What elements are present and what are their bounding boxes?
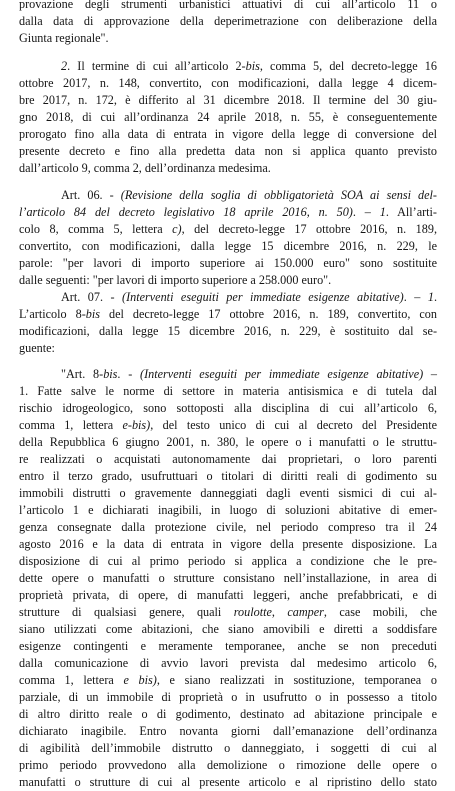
text-line xyxy=(19,340,437,357)
text-line xyxy=(19,221,437,238)
text-run: , del decreto-legge 17 ottobre 2016, n. 189, xyxy=(181,222,437,236)
text-run: guente: xyxy=(19,341,55,355)
text-run: entro il terzo grado, usufruttuari o titolari di diritti reali di godimento su xyxy=(19,469,437,483)
text-line xyxy=(61,58,437,75)
text-line xyxy=(19,92,437,109)
text-line xyxy=(19,655,437,672)
text-line xyxy=(19,204,437,221)
text-run: . All’arti- xyxy=(385,205,437,219)
text-line xyxy=(19,689,437,706)
text-line xyxy=(19,109,437,126)
text-run: "Art. 8- xyxy=(61,367,104,381)
text-run: modificazioni, dalla legge 15 dicembre 2016, n. 229, è sostituito dal se- xyxy=(19,324,437,338)
text-run: gno 2018, di cui all’ordinanza 24 aprile 2018, n. 55, è conseguentemente xyxy=(19,110,437,124)
text-line xyxy=(19,323,437,340)
text-run: comma 1, lettera xyxy=(19,673,124,687)
text-run: . - xyxy=(117,367,141,381)
text-run: comma 1, lettera xyxy=(19,418,123,432)
text-line xyxy=(19,587,437,604)
text-line xyxy=(19,0,437,13)
text-line xyxy=(19,400,437,417)
text-run: esigenze contingenti e meramente temporanee, anche se non preceduti xyxy=(19,639,437,653)
text-line xyxy=(19,306,437,323)
text-line xyxy=(19,604,437,621)
text-run: – xyxy=(423,367,438,381)
text-line xyxy=(19,255,437,272)
italic-text: bis xyxy=(103,367,118,381)
text-run: , xyxy=(271,605,288,619)
text-run: Art. 06. - xyxy=(61,188,121,202)
text-run: siano utilizzati come abitazioni, che siano amovibili e diretti a soddisfare xyxy=(19,622,437,636)
text-run: di agibilità dell’immobile distrutto o danneggiato, i soggetti di cui al xyxy=(19,741,437,755)
italic-text: e bis) xyxy=(123,673,157,687)
text-line xyxy=(19,740,437,757)
text-line xyxy=(19,238,437,255)
text-run: l’articolo 1 e dichiarati inagibili, in luogo di soluzioni abitative di emer- xyxy=(19,503,437,517)
text-run: Art. 07. - xyxy=(61,290,123,304)
text-run: manufatti o strutture di cui al presente articolo e al ripristino dello stato xyxy=(19,775,437,789)
text-line xyxy=(61,187,437,204)
text-run: . xyxy=(433,290,437,304)
text-run: presente decreto e fino alla predetta data non si applica quanto previsto xyxy=(19,144,437,158)
text-run: bre 2017, n. 172, è differito al 31 dicembre 2018. Il termine del 30 giu- xyxy=(19,93,437,107)
text-run: agosto 2016 e la data di entrata in vigore della presente disposizione. La xyxy=(19,537,437,551)
text-run: rischio idrogeologico, sono sottoposti alla disciplina di cui all’articolo 6, xyxy=(19,401,437,415)
text-run: dichiarato inagibile. Entro novanta giorni dall’emanazione dell’ordinanza xyxy=(19,724,437,738)
text-line xyxy=(19,13,437,30)
text-run: dette opere o manufatti o strutture consistano nell’installazione, in area di xyxy=(19,571,437,585)
text-run: Giunta regionale". xyxy=(19,31,109,45)
text-run: 1. Fatte salve le norme di settore in materia antisismica e di tutela dal xyxy=(19,384,437,398)
text-line xyxy=(19,485,437,502)
text-run: , del testo unico di cui al decreto del Presidente xyxy=(150,418,437,432)
text-line xyxy=(19,536,437,553)
text-line xyxy=(61,289,437,306)
text-run: colo 8, comma 5, lettera xyxy=(19,222,173,236)
text-run: immobili distrutti o gravemente danneggiati dagli eventi sismici di cui al- xyxy=(19,486,437,500)
italic-text: c) xyxy=(172,222,182,236)
text-run: genza consegnate dalla protezione civile, nel periodo compreso tra il 24 xyxy=(19,520,437,534)
text-run: primo periodo provvedono alla demolizione o rimozione delle opere o xyxy=(19,758,437,772)
italic-text: bis xyxy=(85,307,101,321)
text-run: parziale, di un immobile di proprietà o in usufrutto o in possesso a titolo xyxy=(19,690,437,704)
text-line xyxy=(19,272,437,289)
text-line xyxy=(19,553,437,570)
text-line xyxy=(19,621,437,638)
text-line xyxy=(19,468,437,485)
text-run: parole: "per lavori di importo superiore ai 150.000 euro" sono sostituite xyxy=(19,256,437,270)
italic-text: 2 xyxy=(61,59,68,73)
italic-text: bis xyxy=(245,59,260,73)
italic-text: camper xyxy=(287,605,324,619)
text-run: del decreto-legge 17 ottobre 2016, n. 189, convertito, con xyxy=(100,307,437,321)
italic-text: (Interventi eseguiti per immediate esigenze abitative) xyxy=(122,290,404,304)
text-run: convertito, con modificazioni, dalla legge 15 dicembre 2016, n. 229, le xyxy=(19,239,437,253)
text-line xyxy=(19,723,437,740)
text-run: prorogato fino alla data di entrata in vigore della legge di conversione del xyxy=(19,127,437,141)
text-line xyxy=(19,451,437,468)
text-run: ottobre 2017, n. 148, convertito, con modificazioni, dalla legge 4 dicem- xyxy=(19,76,437,90)
italic-text: 1 xyxy=(427,290,434,304)
text-line xyxy=(19,757,437,774)
text-run: . – xyxy=(352,205,380,219)
text-run: proprietà privata, di opere, di manufatti leggeri, anche prefabbricati, e di xyxy=(19,588,437,602)
text-run: della Repubblica 6 giugno 2001, n. 380, le opere o i manufatti o le struttu- xyxy=(19,435,437,449)
text-line xyxy=(19,706,437,723)
text-run: dalla comunicazione di avvio lavori prevista dal medesimo articolo 6, xyxy=(19,656,437,670)
text-line xyxy=(19,570,437,587)
text-run: dall’articolo 9, comma 2, dell’ordinanza medesima. xyxy=(19,161,271,175)
text-run: , e siano realizzati in sostituzione, temporanea o xyxy=(156,673,437,687)
text-line xyxy=(19,383,437,400)
text-run: dalla data di approvazione della deperimetrazione con deliberazione della xyxy=(19,14,437,28)
text-run: di altro diritto reale o di godimento, destinato ad abitazione principale e xyxy=(19,707,437,721)
italic-text: e-bis) xyxy=(122,418,151,432)
text-run: , comma 5, del decreto-legge 16 xyxy=(259,59,437,73)
text-line xyxy=(19,672,437,689)
text-line xyxy=(19,160,437,177)
text-run: disposizione di cui al primo periodo si applica a condizione che le pre- xyxy=(19,554,437,568)
text-line xyxy=(19,519,437,536)
italic-text: (Revisione della soglia di obbligatorietà SOA ai sensi del- xyxy=(120,188,437,202)
italic-text: 1 xyxy=(379,205,386,219)
italic-text: roulotte xyxy=(233,605,272,619)
text-line xyxy=(61,366,437,383)
text-run: . – xyxy=(403,290,428,304)
text-run: L’articolo 8- xyxy=(19,307,86,321)
text-line xyxy=(19,126,437,143)
text-run: , case mobili, che xyxy=(323,605,437,619)
text-run: strutture di qualsiasi genere, quali xyxy=(19,605,234,619)
text-line xyxy=(19,30,437,47)
text-line xyxy=(19,75,437,92)
text-line xyxy=(19,417,437,434)
text-run: provazione degli strumenti urbanistici attuativi di cui all’articolo 11 o xyxy=(19,0,437,11)
text-line xyxy=(19,638,437,655)
text-line xyxy=(19,502,437,519)
italic-text: l’articolo 84 del decreto legislativo 18 aprile 2016, n. 50) xyxy=(19,205,353,219)
italic-text: (Interventi eseguiti per immediate esigenze abitative) xyxy=(140,367,424,381)
text-line xyxy=(19,434,437,451)
text-run: re realizzati o acquistati autonomamente dai proprietari, o loro parenti xyxy=(19,452,437,466)
text-line xyxy=(19,774,437,791)
text-run: dalle seguenti: "per lavori di importo superiore a 258.000 euro". xyxy=(19,273,332,287)
text-line xyxy=(19,143,437,160)
text-run: . Il termine di cui all’articolo 2- xyxy=(67,59,246,73)
